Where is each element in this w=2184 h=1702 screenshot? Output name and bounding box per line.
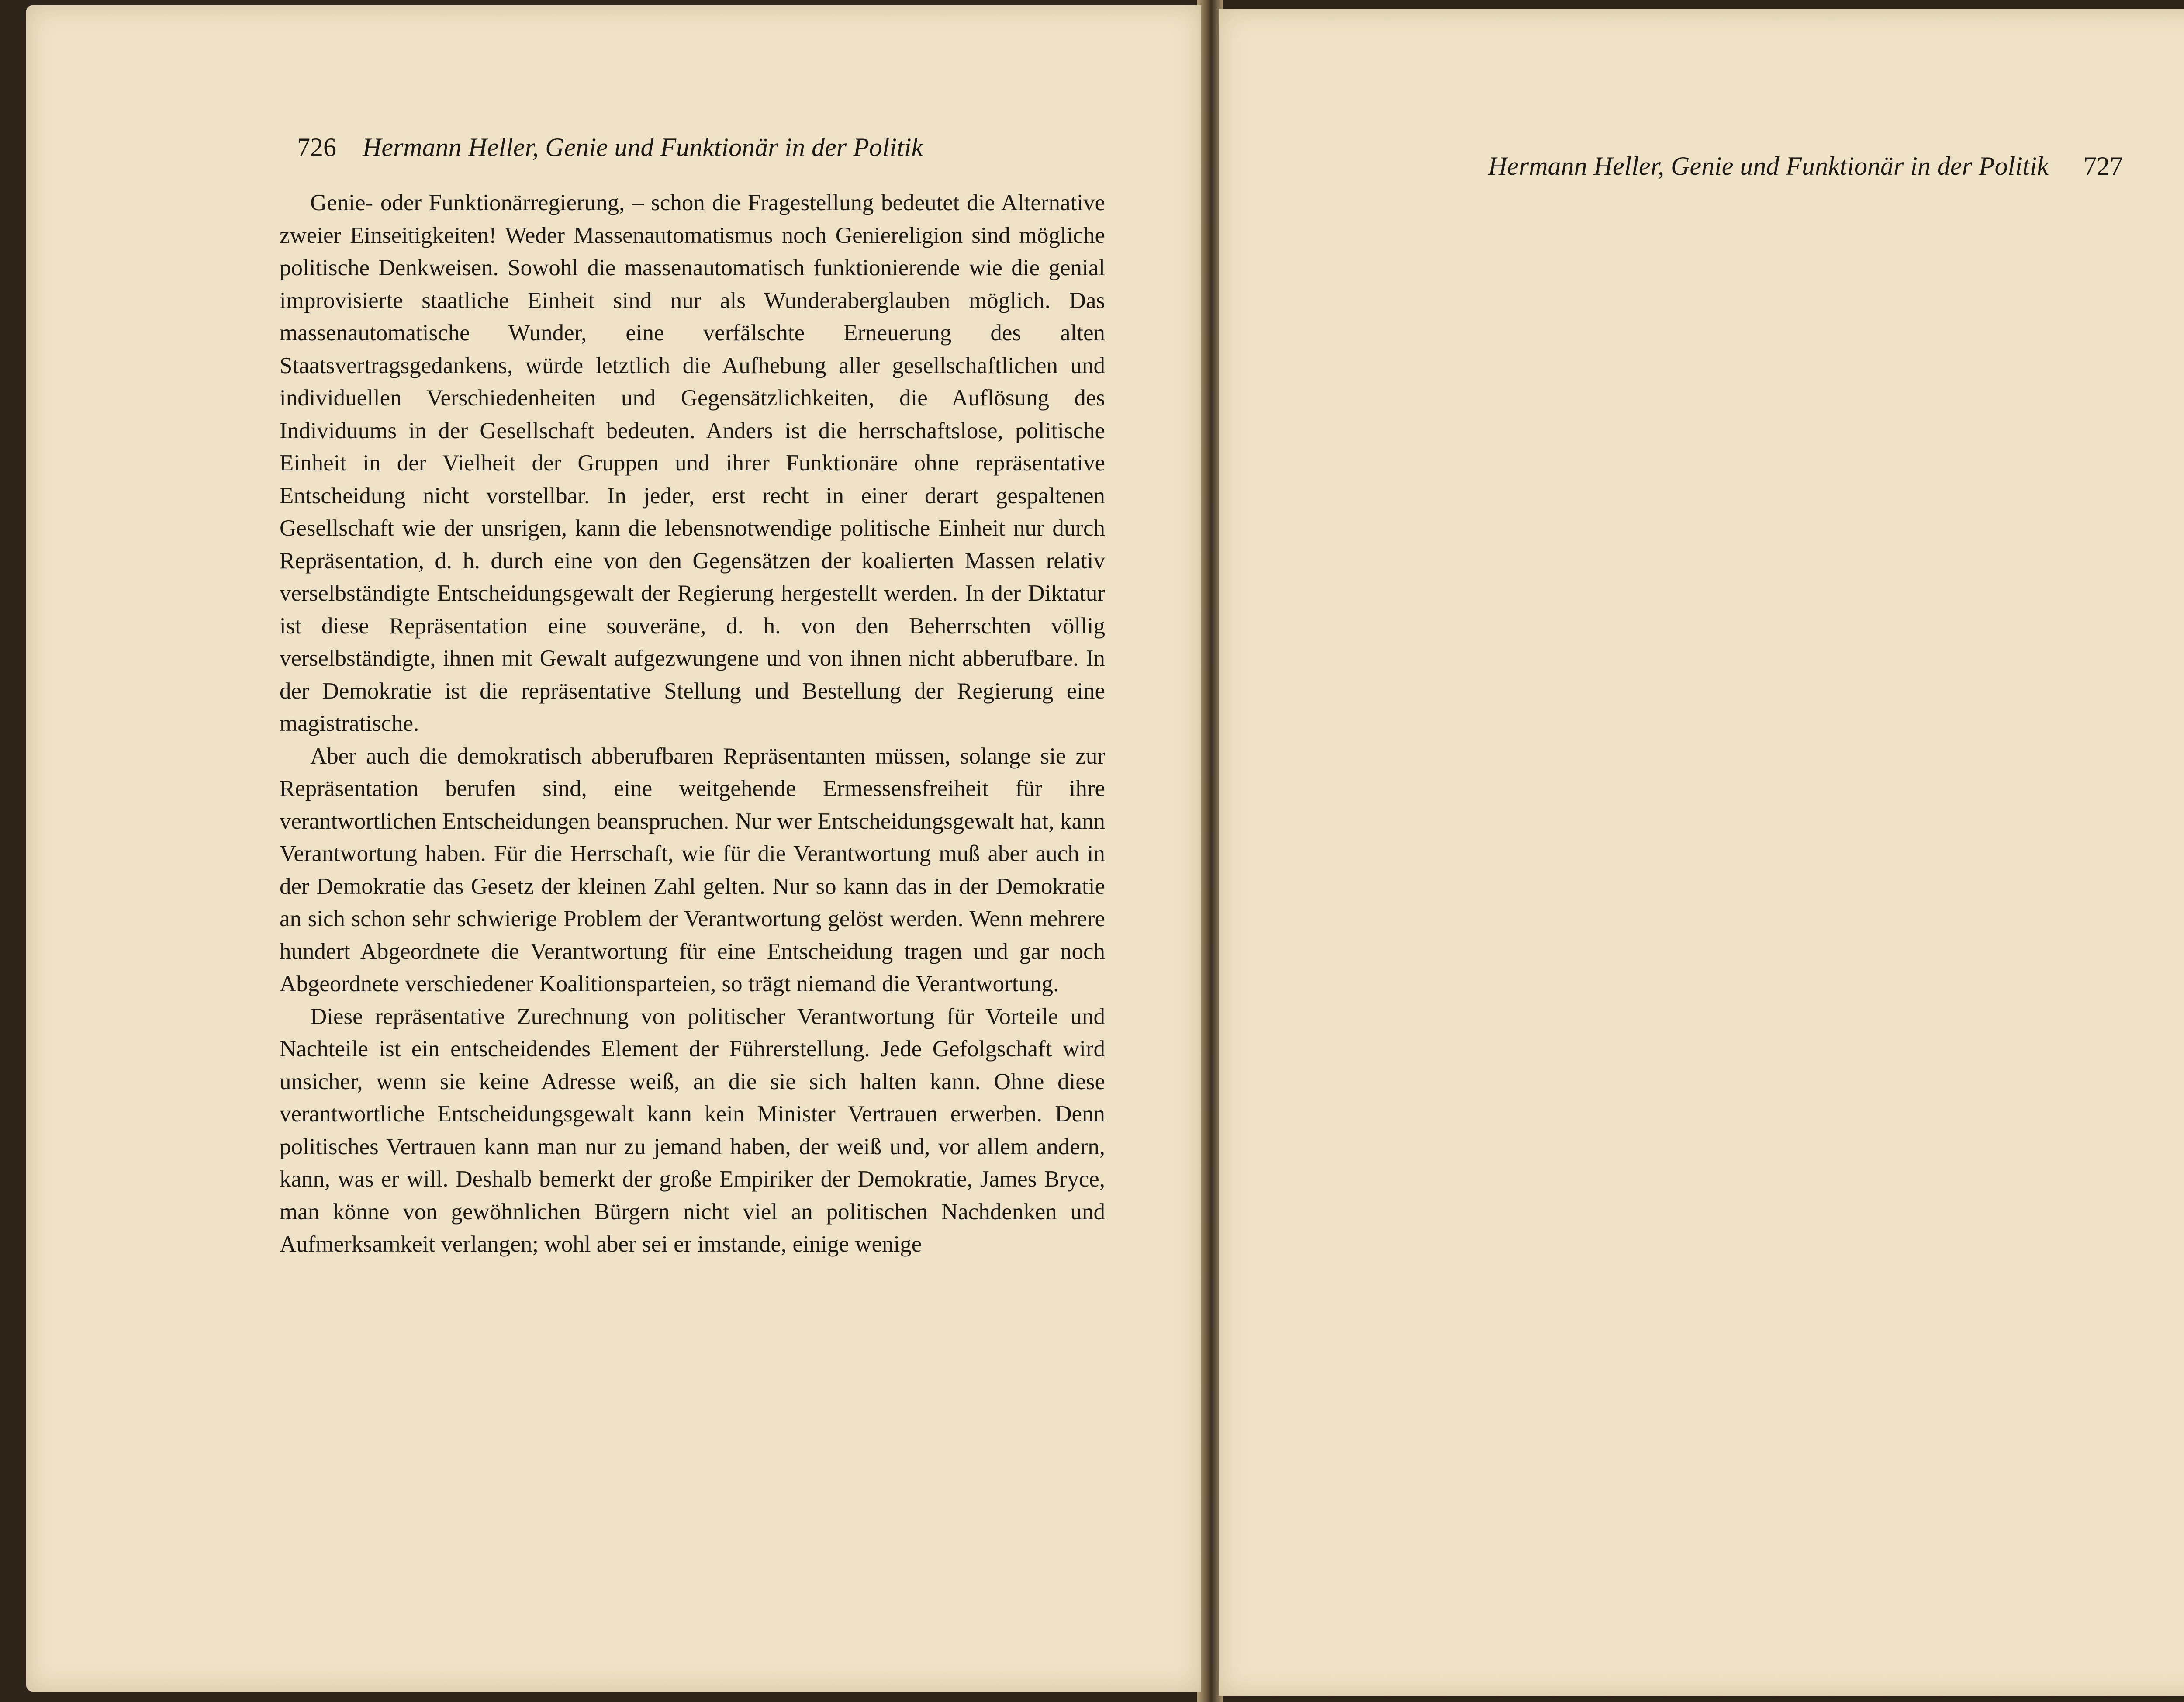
left-paragraph-2: Aber auch die demokratisch abberufbaren Repräsentanten müssen, solange sie zur Repräsentation berufen sind, eine weitgehende Ermessensfreiheit für ihre verantwortlichen Entscheidungen beanspruchen. Nur wer Entscheidungsgewalt hat, kann Verantwortung haben. Für die Herrschaft, wie für die Verantwortung muß aber auch in der Demokratie das Gesetz der kleinen Zahl gelten. Nur so kann das in der Demokratie an sich schon sehr schwierige Problem der Verantwortung gelöst werden. Wenn mehrere hundert Abgeordnete die Verantwortung für eine Entscheidung tragen und gar noch Abgeordnete verschiedener Koalitionsparteien, so trägt niemand die Verantwortung. bbox=[280, 743, 1105, 996]
left-paragraph-1: Genie- oder Funktionärregierung, – schon die Fragestellung bedeutet die Alternative zweier Einseitigkeiten! Weder Massenautomatismus noch Geniereligion sind mögliche politische Denkweisen. Sowohl die massenautomatisch funktionierende wie die genial improvisierte staatliche Einheit sind nur als Wunderaberglauben möglich. Das massenautomatische Wunder, eine verfälschte Erneuerung des alten Staatsvertragsgedankens, würde letztlich die Aufhebung aller gesellschaftlichen und individuellen Verschiedenheiten und Gegensätzlichkeiten, die Auflösung des Individuums in der Gesellschaft bedeuten. Anders ist die herrschaftslose, politische Einheit in der Vielheit der Gruppen und ihrer Funktionäre ohne repräsentative Entscheidung nicht vorstellbar. In jeder, erst recht in einer derart gespaltenen Gesellschaft wie der unsrigen, kann die lebensnotwendige politische Einheit nur durch Repräsentation, d. h. durch eine von den Gegensätzen der koalierten Massen relativ verselbständigte Entscheidungsgewalt der Regierung hergestellt werden. In der Diktatur ist diese Repräsentation eine souveräne, d. h. von den Beherrschten völlig verselbständigte, ihnen mit Gewalt aufgezwungene und von ihnen nicht abberufbare. In der Demokratie ist die repräsentative Stellung und Bestellung der Regierung eine magistratische. bbox=[280, 190, 1105, 736]
right-page bbox=[1219, 9, 2184, 1696]
left-page-number: 726 bbox=[297, 133, 336, 162]
left-running-head-title: Hermann Heller, Genie und Funktionär in der Politik bbox=[363, 133, 923, 162]
right-running-head bbox=[1488, 153, 2123, 179]
left-running-head bbox=[297, 134, 923, 160]
left-paragraph-3: Diese repräsentative Zurechnung von politischer Verantwortung für Vorteile und Nachteile ist ein entscheidendes Element der Führerstellung. Jede Gefolgschaft wird unsicher, wenn sie keine Adresse weiß, an die sie sich halten kann. Ohne diese verantwortliche Entscheidungsgewalt kann kein Minister Vertrauen erwerben. Denn politisches Vertrauen kann man nur zu jemand haben, der weiß und, vor allem andern, kann, was er will. Deshalb bemerkt der große Empiriker der Demokratie, James Bryce, man könne von gewöhnlichen Bürgern nicht viel an politischen Nachdenken und Aufmerksamkeit verlangen; wohl aber sei er imstande, einige wenige bbox=[280, 1003, 1105, 1257]
right-running-head-title: Hermann Heller, Genie und Funktionär in der Politik bbox=[1488, 152, 2049, 180]
left-page-body bbox=[280, 187, 1105, 1261]
left-page bbox=[26, 5, 1201, 1692]
right-page-number: 727 bbox=[2084, 152, 2123, 180]
